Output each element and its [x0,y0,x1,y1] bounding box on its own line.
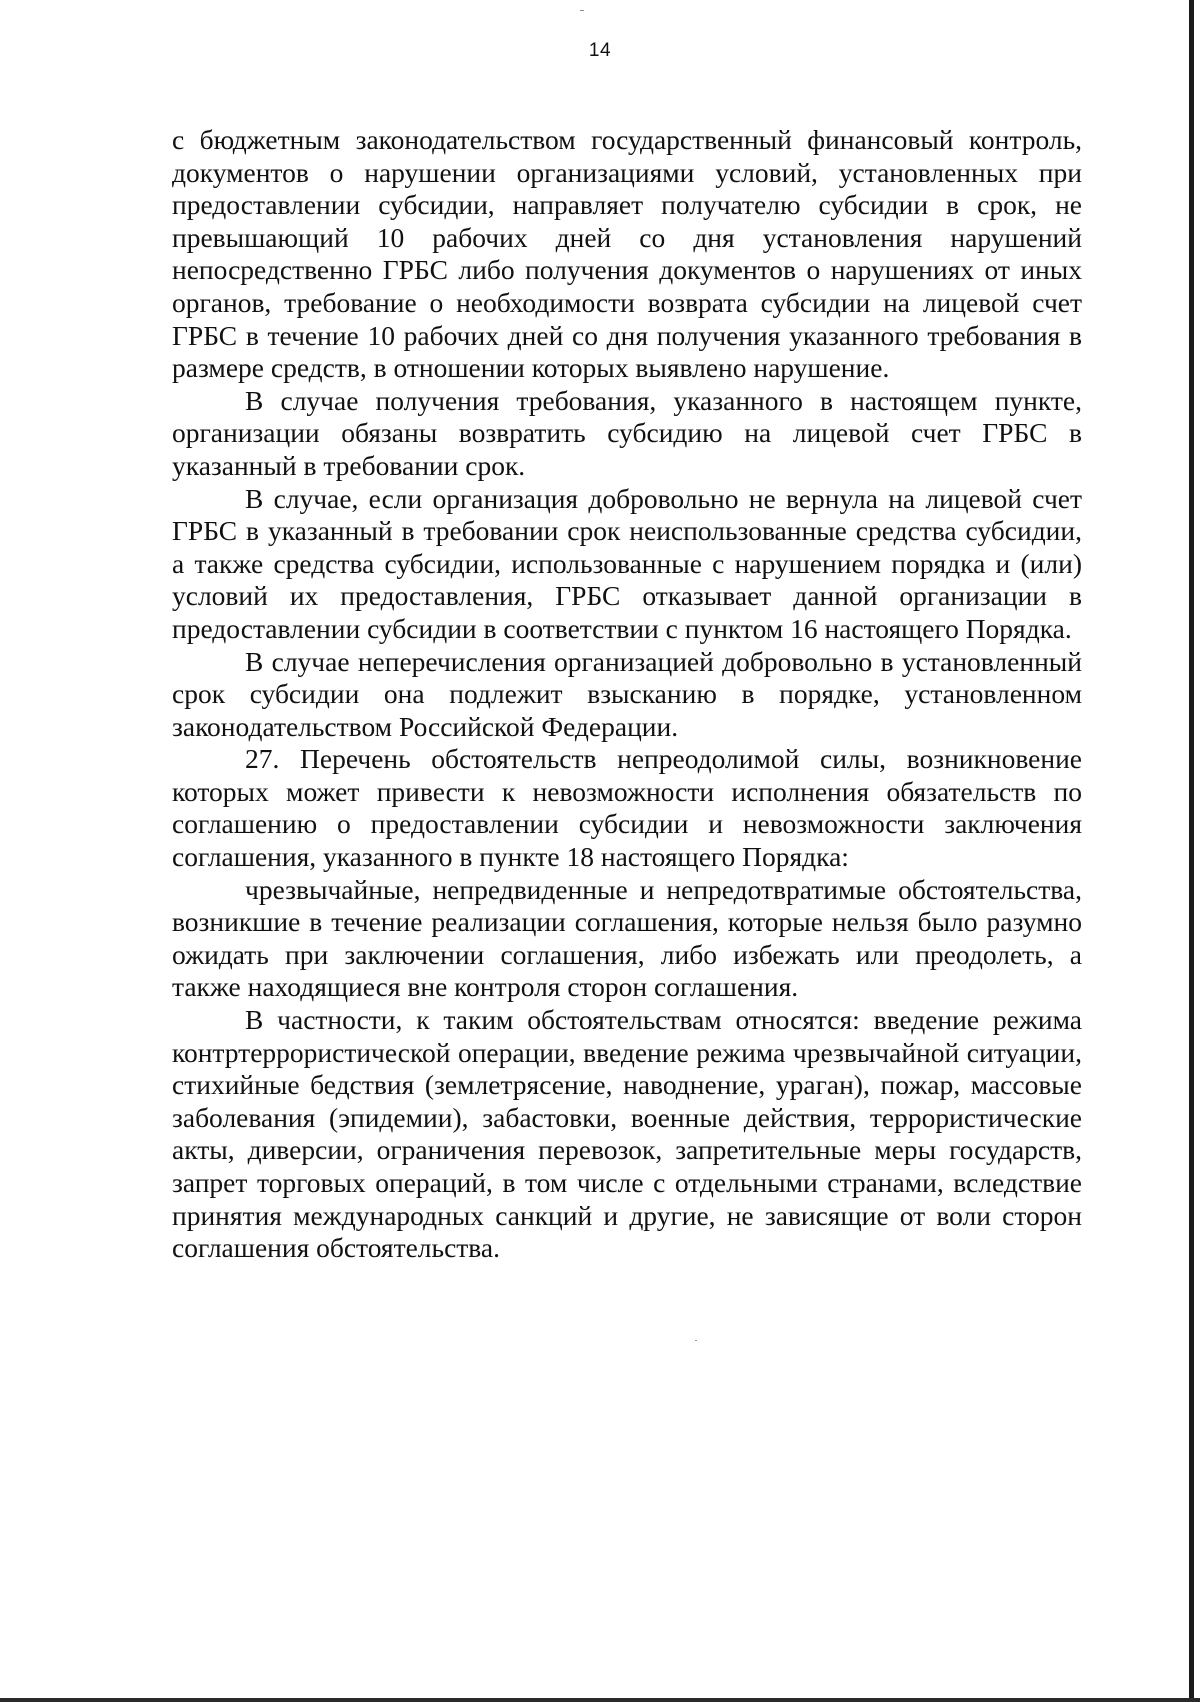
paragraph-refusal: В случае, если организация добровольно не вернула на лицевой счет ГРБС в указанный в требовании срок неиспользованные средства субсидии, а также средства субсидии, использованные с нарушением порядка и (или) условий их предоставления, ГРБС отказывает данной организации в предоставлении субсидии в соответствии с пунктом 16 настоящего Порядка. [172,482,1082,644]
paragraph-continuation: с бюджетным законодательством государственный финансовый контроль, документов о нарушении организациями условий, установленных при предоставлении субсидии, направляет получателю субсидии в срок, не превышающий 10 рабочих дней со дня установления нарушений непосредственно ГРБС либо получения документов о нарушениях от иных органов, требование о необходимости возврата субсидии на лицевой счет ГРБС в течение 10 рабочих дней со дня получения указанного требования в размере средств, в отношении которых выявлено нарушение. [172,124,1082,384]
page-number: 14 [588,40,612,61]
scan-edge-right [1189,0,1194,1702]
scan-artifact-mid [695,1340,697,1341]
paragraph-item-27: 27. Перечень обстоятельств непреодолимой силы, возникновение которых может привести к невозможности исполнения обязательств по соглашению о предоставлении субсидии и невозможности заключения соглашения, указанного в пункте 18 настоящего Порядка: [172,743,1082,873]
paragraph-refund-requirement: В случае получения требования, указанного в настоящем пункте, организации обязаны возвратить субсидию на лицевой счет ГРБС в указанный в требовании срок. [172,384,1082,481]
paragraph-recovery: В случае неперечисления организацией добровольно в установленный срок субсидии она подлежит взысканию в порядке, установленном законодательством Российской Федерации. [172,645,1082,742]
paragraph-force-majeure-definition: чрезвычайные, непредвиденные и непредотвратимые обстоятельства, возникшие в течение реализации соглашения, которые нельзя было разумно ожидать при заключении соглашения, либо избежать или преодолеть, а также находящиеся вне контроля сторон соглашения. [172,873,1082,1003]
scan-artifact-top [580,10,584,11]
paragraph-force-majeure-examples: В частности, к таким обстоятельствам относятся: введение режима контртеррористической операции, введение режима чрезвычайной ситуации, стихийные бедствия (землетрясение, наводнение, ураган), пожар, массовые заболевания (эпидемии), забастовки, военные действия, террористические акты, диверсии, ограничения перевозок, запретительные меры государств, запрет торговых операций, в том числе с отдельными странами, вследствие принятия международных санкций и другие, не зависящие от воли сторон соглашения обстоятельства. [172,1004,1082,1264]
scan-edge-bottom [0,1698,1200,1702]
document-body [172,124,1082,1265]
